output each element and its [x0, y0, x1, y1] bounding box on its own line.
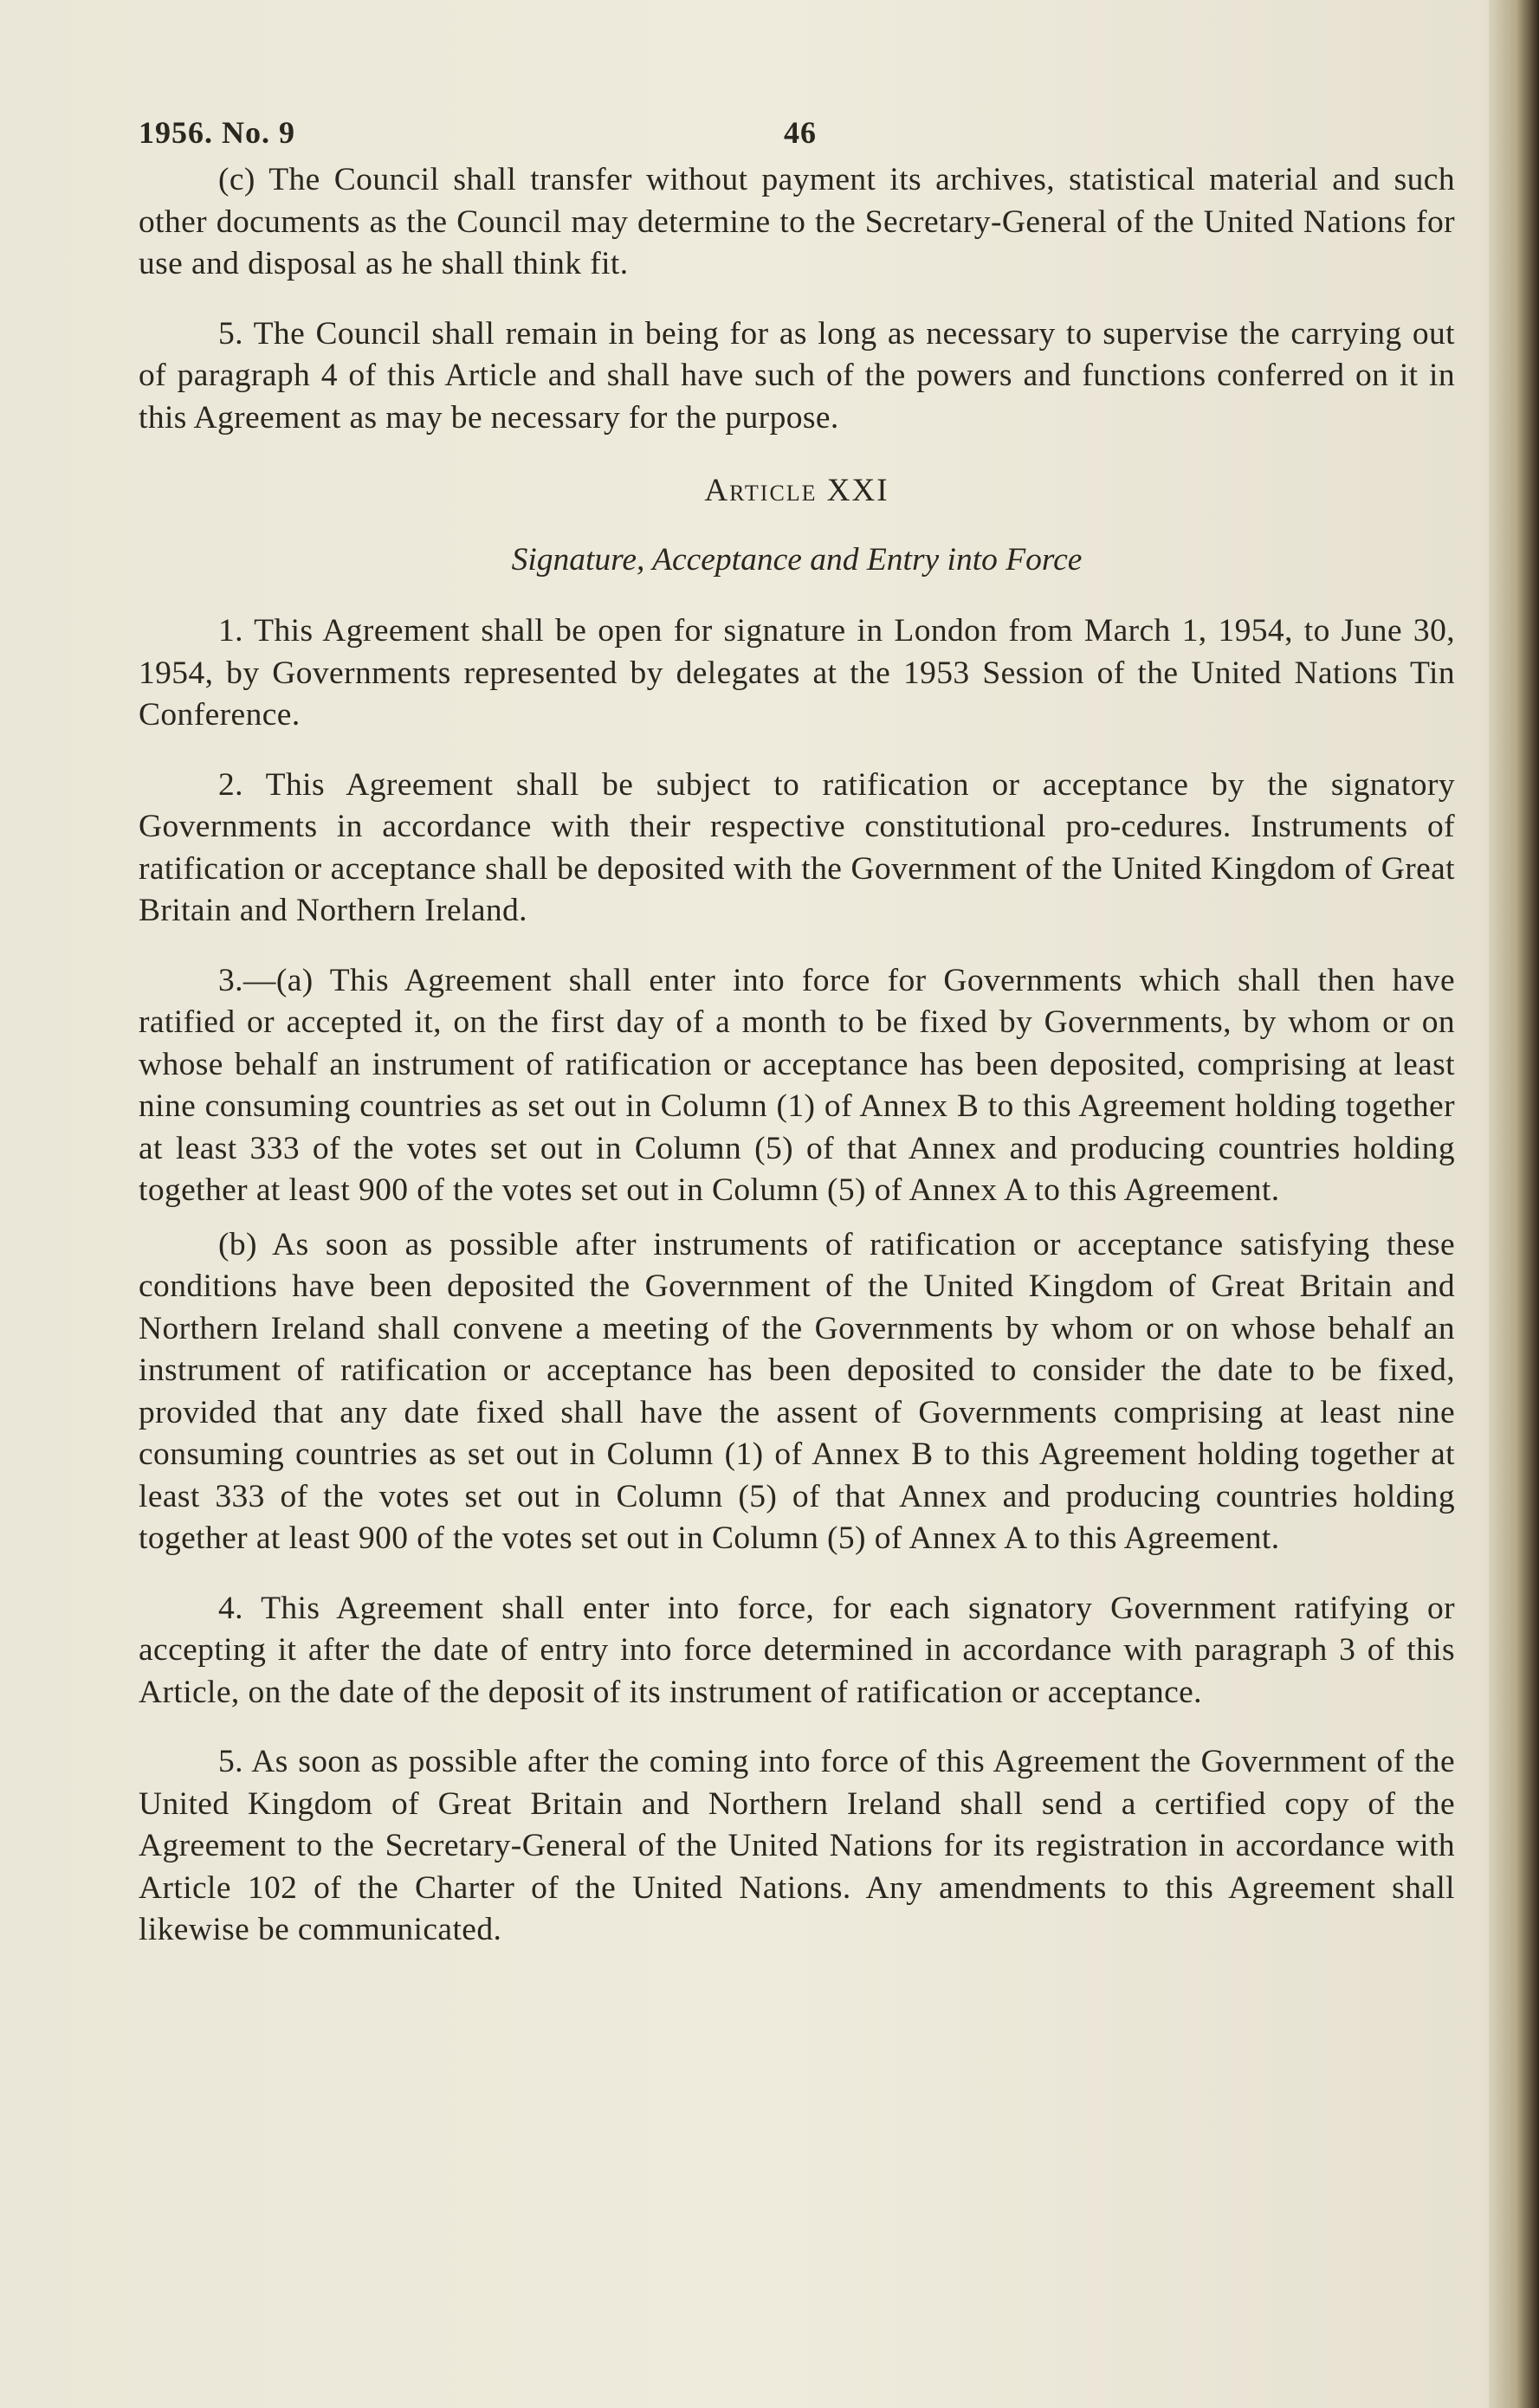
paragraph-2-ratification: 2. This Agreement shall be subject to ratification or acceptance by the signatory Governments in accordance with their respective constitutional pro-cedures. Instruments of ratification or acceptance shall be deposited with the Government of the United Kingdom of Great Britain and Northern Ireland. — [139, 766, 1455, 928]
article-subtitle: Signature, Acceptance and Entry into Force — [511, 542, 1083, 578]
page-content — [139, 106, 1455, 1952]
binding-shadow — [1489, 0, 1539, 2408]
header-year-number: 1956. No. 9 — [139, 115, 295, 150]
paragraph-4-subsequent-ratification: 4. This Agreement shall enter into force, for each signatory Government ratifying or accepting it after the date of entry into force determined in accordance with paragraph 3 of this Article, on the date of the deposit of its instrument of ratification or acceptance. — [139, 1590, 1455, 1710]
paragraph-3a-entry-into-force: 3.—(a) This Agreement shall enter into force for Governments which shall then have ratified or accepted it, on the first day of a month to be fixed by Governments, by whom or on whose behalf an instrument of ratification or acceptance has been deposited, comprising at least nine consuming countries as set out in Column (1) of Annex B to this Agreement holding together at least 333 of the votes set out in Column (5) of that Annex and producing countries holding together at least 900 of the votes set out in Column (5) of Annex A to this Agreement. — [139, 962, 1455, 1208]
running-header — [139, 106, 1455, 159]
page-number: 46 — [784, 115, 817, 150]
paragraph-1-signature: 1. This Agreement shall be open for signature in London from March 1, 1954, to June 30, 1954, by Governments represented by delegates at the 1953 Session of the United Nations Tin Conference. — [139, 613, 1455, 733]
paragraph-4c: (c) The Council shall transfer without payment its archives, statistical material and such other documents as the Council may determine to the Secretary-General of the United Nations for use and disposal as he shall think fit. — [139, 162, 1455, 281]
paragraph-5-council: 5. The Council shall remain in being for as long as necessary to supervise the carrying out of paragraph 4 of this Article and shall have such of the powers and functions conferred on it in this Agreement as may be necessary for the purpose. — [139, 315, 1455, 436]
article-heading: Article XXI — [704, 473, 889, 508]
paragraph-3b-meeting: (b) As soon as possible after instruments of ratification or acceptance satisfying these conditions have been deposited the Government of the United Kingdom of Great Britain and Northern Ireland shall convene a meeting of the Governments by whom or on whose behalf an instrument of ratification or acceptance has been deposited to consider the date to be fixed, provided that any date fixed shall have the assent of Governments comprising at least nine consuming countries as set out in Column (1) of Annex B to this Agreement holding together at least 333 of the votes set out in Column (5) of that Annex and producing countries holding together at least 900 of the votes set out in Column (5) of Annex A to this Agreement. — [139, 1226, 1455, 1556]
paragraph-5-registration: 5. As soon as possible after the coming into force of this Agreement the Government of the United Kingdom of Great Britain and Northern Ireland shall send a certified copy of the Agreement to the Secretary-General of the United Nations for its registration in accordance with Article 102 of the Charter of the United Nations. Any amendments to this Agreement shall likewise be communicated. — [139, 1744, 1455, 1947]
